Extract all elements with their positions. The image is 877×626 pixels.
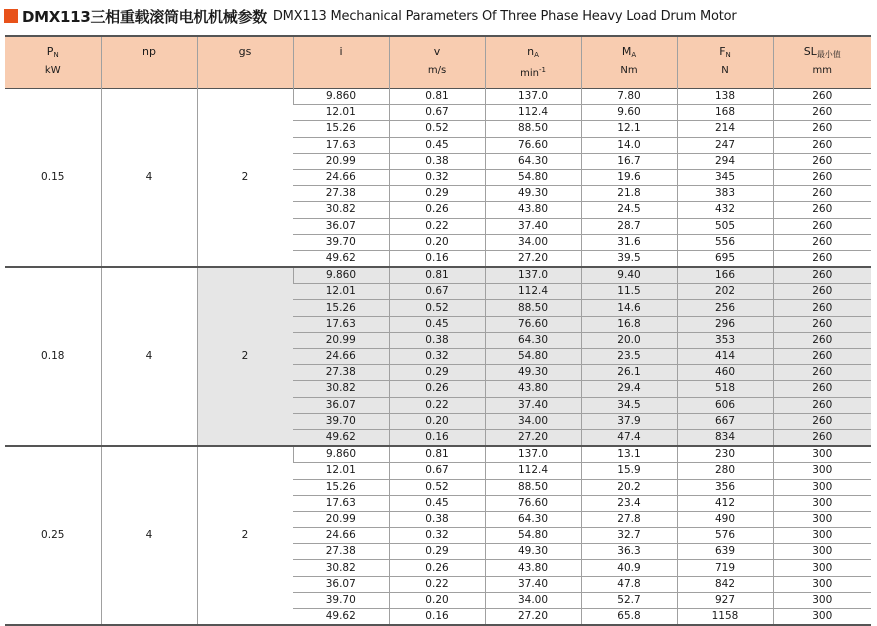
torque-cell: 16.7 — [581, 153, 677, 169]
header-i: i — [293, 36, 389, 89]
title-accent-square — [4, 9, 18, 23]
force-cell: 518 — [677, 381, 773, 397]
torque-cell: 15.9 — [581, 463, 677, 479]
header-sl: $SL_{最小值}$ mm — [773, 36, 871, 89]
header-ma: $M_A$ Nm — [581, 36, 677, 89]
force-cell: 383 — [677, 186, 773, 202]
force-cell: 356 — [677, 479, 773, 495]
output-speed-cell: 27.20 — [485, 609, 581, 626]
sl-cell: 260 — [773, 121, 871, 137]
table-header — [5, 36, 871, 89]
torque-cell: 52.7 — [581, 592, 677, 608]
output-speed-cell: 49.30 — [485, 544, 581, 560]
torque-cell: 47.8 — [581, 576, 677, 592]
sl-cell: 260 — [773, 300, 871, 316]
np-cell: 4 — [101, 89, 197, 268]
ratio-cell: 39.70 — [293, 413, 389, 429]
sl-cell: 260 — [773, 202, 871, 218]
ratio-cell: 12.01 — [293, 463, 389, 479]
torque-cell: 20.2 — [581, 479, 677, 495]
torque-cell: 7.80 — [581, 89, 677, 105]
torque-cell: 36.3 — [581, 544, 677, 560]
header-np: np — [101, 36, 197, 89]
output-speed-cell: 64.30 — [485, 511, 581, 527]
torque-cell: 28.7 — [581, 218, 677, 234]
ratio-cell: 27.38 — [293, 365, 389, 381]
speed-cell: 0.29 — [389, 544, 485, 560]
sl-cell: 260 — [773, 169, 871, 185]
force-cell: 138 — [677, 89, 773, 105]
sl-cell: 260 — [773, 397, 871, 413]
force-cell: 280 — [677, 463, 773, 479]
force-cell: 490 — [677, 511, 773, 527]
ratio-cell: 49.62 — [293, 609, 389, 626]
gs-cell: 2 — [197, 267, 293, 446]
torque-cell: 9.60 — [581, 105, 677, 121]
speed-cell: 0.20 — [389, 234, 485, 250]
speed-cell: 0.52 — [389, 300, 485, 316]
force-cell: 296 — [677, 316, 773, 332]
ratio-cell: 27.38 — [293, 544, 389, 560]
speed-cell: 0.45 — [389, 316, 485, 332]
sl-cell: 260 — [773, 105, 871, 121]
torque-cell: 14.0 — [581, 137, 677, 153]
torque-cell: 13.1 — [581, 446, 677, 463]
torque-cell: 23.4 — [581, 495, 677, 511]
ratio-cell: 24.66 — [293, 349, 389, 365]
ratio-cell: 49.62 — [293, 250, 389, 267]
force-cell: 505 — [677, 218, 773, 234]
ratio-cell: 30.82 — [293, 202, 389, 218]
header-sl-unit: mm — [812, 65, 832, 76]
header-fn-unit: N — [721, 65, 729, 76]
sl-cell: 260 — [773, 284, 871, 300]
power-group — [5, 267, 871, 446]
output-speed-cell: 112.4 — [485, 284, 581, 300]
torque-cell: 20.0 — [581, 332, 677, 348]
force-cell: 345 — [677, 169, 773, 185]
force-cell: 412 — [677, 495, 773, 511]
torque-cell: 47.4 — [581, 429, 677, 446]
output-speed-cell: 49.30 — [485, 365, 581, 381]
output-speed-cell: 43.80 — [485, 560, 581, 576]
gs-cell: 2 — [197, 89, 293, 268]
speed-cell: 0.16 — [389, 250, 485, 267]
table-row — [5, 267, 871, 284]
sl-cell: 260 — [773, 218, 871, 234]
output-speed-cell: 137.0 — [485, 89, 581, 105]
force-cell: 842 — [677, 576, 773, 592]
speed-cell: 0.29 — [389, 365, 485, 381]
speed-cell: 0.45 — [389, 495, 485, 511]
output-speed-cell: 54.80 — [485, 349, 581, 365]
torque-cell: 12.1 — [581, 121, 677, 137]
speed-cell: 0.22 — [389, 397, 485, 413]
output-speed-cell: 54.80 — [485, 169, 581, 185]
sl-cell: 300 — [773, 495, 871, 511]
force-cell: 166 — [677, 267, 773, 284]
output-speed-cell: 43.80 — [485, 202, 581, 218]
sl-cell: 300 — [773, 511, 871, 527]
sl-cell: 260 — [773, 381, 871, 397]
output-speed-cell: 54.80 — [485, 528, 581, 544]
sl-cell: 300 — [773, 544, 871, 560]
ratio-cell: 49.62 — [293, 429, 389, 446]
speed-cell: 0.20 — [389, 413, 485, 429]
force-cell: 202 — [677, 284, 773, 300]
ratio-cell: 15.26 — [293, 300, 389, 316]
speed-cell: 0.32 — [389, 349, 485, 365]
output-speed-cell: 34.00 — [485, 592, 581, 608]
power-group — [5, 446, 871, 625]
torque-cell: 24.5 — [581, 202, 677, 218]
ratio-cell: 15.26 — [293, 479, 389, 495]
ratio-cell: 24.66 — [293, 528, 389, 544]
speed-cell: 0.32 — [389, 528, 485, 544]
sl-cell: 300 — [773, 446, 871, 463]
torque-cell: 19.6 — [581, 169, 677, 185]
output-speed-cell: 137.0 — [485, 446, 581, 463]
force-cell: 432 — [677, 202, 773, 218]
ratio-cell: 20.99 — [293, 511, 389, 527]
parameters-table — [5, 35, 871, 626]
torque-cell: 26.1 — [581, 365, 677, 381]
table-row — [5, 89, 871, 105]
sl-cell: 260 — [773, 137, 871, 153]
speed-cell: 0.26 — [389, 560, 485, 576]
speed-cell: 0.81 — [389, 89, 485, 105]
ratio-cell: 20.99 — [293, 153, 389, 169]
torque-cell: 32.7 — [581, 528, 677, 544]
force-cell: 460 — [677, 365, 773, 381]
ratio-cell: 17.63 — [293, 137, 389, 153]
sl-cell: 300 — [773, 609, 871, 626]
pn-cell: 0.18 — [5, 267, 101, 446]
ratio-cell: 30.82 — [293, 560, 389, 576]
sl-cell: 300 — [773, 592, 871, 608]
torque-cell: 29.4 — [581, 381, 677, 397]
gs-cell: 2 — [197, 446, 293, 625]
torque-cell: 16.8 — [581, 316, 677, 332]
sl-cell: 260 — [773, 365, 871, 381]
speed-cell: 0.26 — [389, 381, 485, 397]
speed-cell: 0.38 — [389, 511, 485, 527]
force-cell: 719 — [677, 560, 773, 576]
ratio-cell: 30.82 — [293, 381, 389, 397]
torque-cell: 40.9 — [581, 560, 677, 576]
output-speed-cell: 49.30 — [485, 186, 581, 202]
torque-cell: 23.5 — [581, 349, 677, 365]
ratio-cell: 15.26 — [293, 121, 389, 137]
torque-cell: 21.8 — [581, 186, 677, 202]
output-speed-cell: 37.40 — [485, 397, 581, 413]
force-cell: 353 — [677, 332, 773, 348]
sl-cell: 260 — [773, 250, 871, 267]
force-cell: 1158 — [677, 609, 773, 626]
torque-cell: 11.5 — [581, 284, 677, 300]
force-cell: 556 — [677, 234, 773, 250]
force-cell: 695 — [677, 250, 773, 267]
speed-cell: 0.81 — [389, 446, 485, 463]
sl-cell: 260 — [773, 429, 871, 446]
output-speed-cell: 27.20 — [485, 429, 581, 446]
force-cell: 667 — [677, 413, 773, 429]
sl-cell: 260 — [773, 349, 871, 365]
output-speed-cell: 43.80 — [485, 381, 581, 397]
torque-cell: 65.8 — [581, 609, 677, 626]
torque-cell: 39.5 — [581, 250, 677, 267]
speed-cell: 0.45 — [389, 137, 485, 153]
sl-cell: 300 — [773, 560, 871, 576]
sl-cell: 260 — [773, 316, 871, 332]
sl-cell: 300 — [773, 528, 871, 544]
speed-cell: 0.32 — [389, 169, 485, 185]
output-speed-cell: 64.30 — [485, 332, 581, 348]
torque-cell: 9.40 — [581, 267, 677, 284]
speed-cell: 0.22 — [389, 218, 485, 234]
page-title — [4, 4, 737, 28]
torque-cell: 31.6 — [581, 234, 677, 250]
ratio-cell: 24.66 — [293, 169, 389, 185]
speed-cell: 0.20 — [389, 592, 485, 608]
speed-cell: 0.67 — [389, 463, 485, 479]
ratio-cell: 36.07 — [293, 218, 389, 234]
header-gs: gs — [197, 36, 293, 89]
title-english: DMX113 Mechanical Parameters Of Three Phase Heavy Load Drum Motor — [272, 8, 737, 24]
sl-cell: 260 — [773, 413, 871, 429]
ratio-cell: 27.38 — [293, 186, 389, 202]
header-ma-unit: Nm — [620, 65, 638, 76]
sl-cell: 300 — [773, 463, 871, 479]
force-cell: 927 — [677, 592, 773, 608]
header-fn: $F_N$ N — [677, 36, 773, 89]
speed-cell: 0.26 — [389, 202, 485, 218]
np-cell: 4 — [101, 267, 197, 446]
header-v-unit: m/s — [427, 65, 447, 76]
speed-cell: 0.81 — [389, 267, 485, 284]
speed-cell: 0.52 — [389, 479, 485, 495]
output-speed-cell: 27.20 — [485, 250, 581, 267]
table-row — [5, 446, 871, 463]
sl-cell: 260 — [773, 332, 871, 348]
pn-cell: 0.25 — [5, 446, 101, 625]
speed-cell: 0.67 — [389, 105, 485, 121]
force-cell: 256 — [677, 300, 773, 316]
speed-cell: 0.38 — [389, 153, 485, 169]
title-chinese: DMX113三相重载滚筒电机机械参数 — [22, 7, 267, 26]
speed-cell: 0.29 — [389, 186, 485, 202]
speed-cell: 0.16 — [389, 609, 485, 626]
ratio-cell: 20.99 — [293, 332, 389, 348]
ratio-cell: 36.07 — [293, 397, 389, 413]
output-speed-cell: 76.60 — [485, 137, 581, 153]
output-speed-cell: 137.0 — [485, 267, 581, 284]
output-speed-cell: 88.50 — [485, 479, 581, 495]
ratio-cell: 9.860 — [293, 267, 389, 284]
force-cell: 294 — [677, 153, 773, 169]
output-speed-cell: 88.50 — [485, 121, 581, 137]
sl-cell: 260 — [773, 153, 871, 169]
ratio-cell: 12.01 — [293, 105, 389, 121]
header-na: $n_A$ $\min^{-1}$ — [485, 36, 581, 89]
force-cell: 214 — [677, 121, 773, 137]
output-speed-cell: 76.60 — [485, 316, 581, 332]
speed-cell: 0.22 — [389, 576, 485, 592]
np-cell: 4 — [101, 446, 197, 625]
output-speed-cell: 112.4 — [485, 105, 581, 121]
torque-cell: 27.8 — [581, 511, 677, 527]
force-cell: 247 — [677, 137, 773, 153]
force-cell: 639 — [677, 544, 773, 560]
speed-cell: 0.38 — [389, 332, 485, 348]
ratio-cell: 39.70 — [293, 234, 389, 250]
output-speed-cell: 34.00 — [485, 234, 581, 250]
header-pn-unit: kW — [44, 65, 61, 76]
speed-cell: 0.67 — [389, 284, 485, 300]
ratio-cell: 39.70 — [293, 592, 389, 608]
sl-cell: 300 — [773, 576, 871, 592]
ratio-cell: 12.01 — [293, 284, 389, 300]
torque-cell: 34.5 — [581, 397, 677, 413]
sl-cell: 260 — [773, 234, 871, 250]
output-speed-cell: 34.00 — [485, 413, 581, 429]
force-cell: 576 — [677, 528, 773, 544]
output-speed-cell: 76.60 — [485, 495, 581, 511]
ratio-cell: 9.860 — [293, 446, 389, 463]
force-cell: 414 — [677, 349, 773, 365]
ratio-cell: 17.63 — [293, 495, 389, 511]
sl-cell: 260 — [773, 267, 871, 284]
pn-cell: 0.15 — [5, 89, 101, 268]
sl-cell: 300 — [773, 479, 871, 495]
sl-cell: 260 — [773, 89, 871, 105]
header-pn: $P_N$ kW — [5, 36, 101, 89]
ratio-cell: 9.860 — [293, 89, 389, 105]
output-speed-cell: 88.50 — [485, 300, 581, 316]
torque-cell: 37.9 — [581, 413, 677, 429]
speed-cell: 0.16 — [389, 429, 485, 446]
output-speed-cell: 64.30 — [485, 153, 581, 169]
force-cell: 230 — [677, 446, 773, 463]
header-na-unit: $\min^{-1}$ — [520, 66, 546, 79]
force-cell: 606 — [677, 397, 773, 413]
output-speed-cell: 37.40 — [485, 576, 581, 592]
force-cell: 168 — [677, 105, 773, 121]
torque-cell: 14.6 — [581, 300, 677, 316]
output-speed-cell: 112.4 — [485, 463, 581, 479]
output-speed-cell: 37.40 — [485, 218, 581, 234]
force-cell: 834 — [677, 429, 773, 446]
sl-cell: 260 — [773, 186, 871, 202]
ratio-cell: 17.63 — [293, 316, 389, 332]
header-v: v m/s — [389, 36, 485, 89]
ratio-cell: 36.07 — [293, 576, 389, 592]
power-group — [5, 89, 871, 268]
speed-cell: 0.52 — [389, 121, 485, 137]
